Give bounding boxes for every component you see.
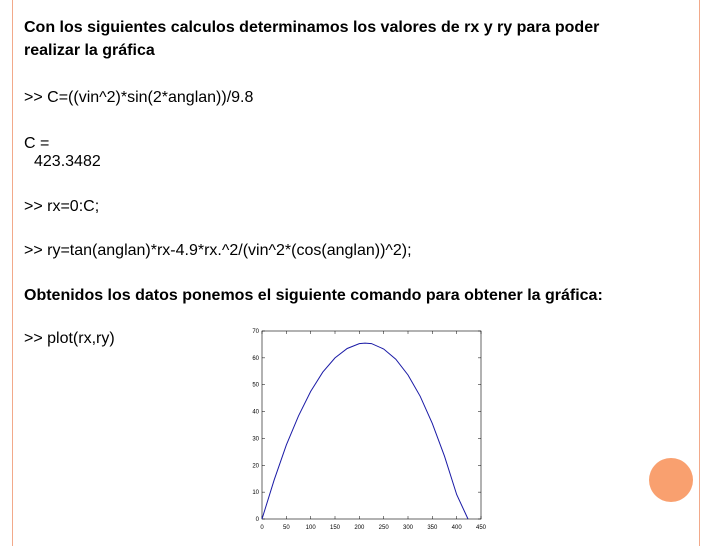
y-tick-label: 50	[252, 382, 259, 389]
x-tick-label: 50	[282, 525, 290, 531]
x-tick-label: 300	[402, 525, 414, 531]
x-tick-label: 350	[427, 525, 438, 531]
y-tick-label: 0	[255, 517, 259, 523]
command-plot: >> plot(rx,ry)	[24, 330, 115, 347]
y-tick-label: 60	[252, 355, 259, 362]
x-tick-label: 450	[475, 525, 487, 531]
y-tick-label: 30	[252, 436, 259, 443]
decorative-circle	[649, 458, 693, 502]
x-tick-label: 150	[329, 525, 341, 531]
x-tick-label: 200	[354, 525, 365, 531]
result-c-value: 423.3482	[34, 153, 101, 170]
x-tick-label: 100	[305, 525, 316, 531]
x-tick-label: 250	[378, 525, 389, 531]
result-c-label: C =	[24, 135, 50, 152]
y-tick-label: 70	[252, 329, 259, 335]
x-tick-label: 400	[451, 525, 462, 531]
y-tick-label: 10	[252, 490, 259, 497]
command-c: >> C=((vin^2)*sin(2*anglan))/9.8	[24, 89, 254, 106]
y-tick-label: 20	[252, 463, 259, 470]
trajectory-line	[262, 343, 468, 519]
intro-text-line-2: realizar la gráfica	[24, 42, 155, 59]
intro-text-line-1: Con los siguientes calculos determinamos los valores de rx y ry para poder	[24, 19, 600, 36]
obtained-text: Obtenidos los datos ponemos el siguiente comando para obtener la gráfica:	[24, 287, 603, 304]
command-ry: >> ry=tan(anglan)*rx-4.9*rx.^2/(vin^2*(cos(anglan))^2);	[24, 242, 412, 259]
command-rx: >> rx=0:C;	[24, 198, 100, 215]
y-tick-label: 40	[252, 409, 259, 416]
x-tick-label: 0	[260, 525, 264, 531]
